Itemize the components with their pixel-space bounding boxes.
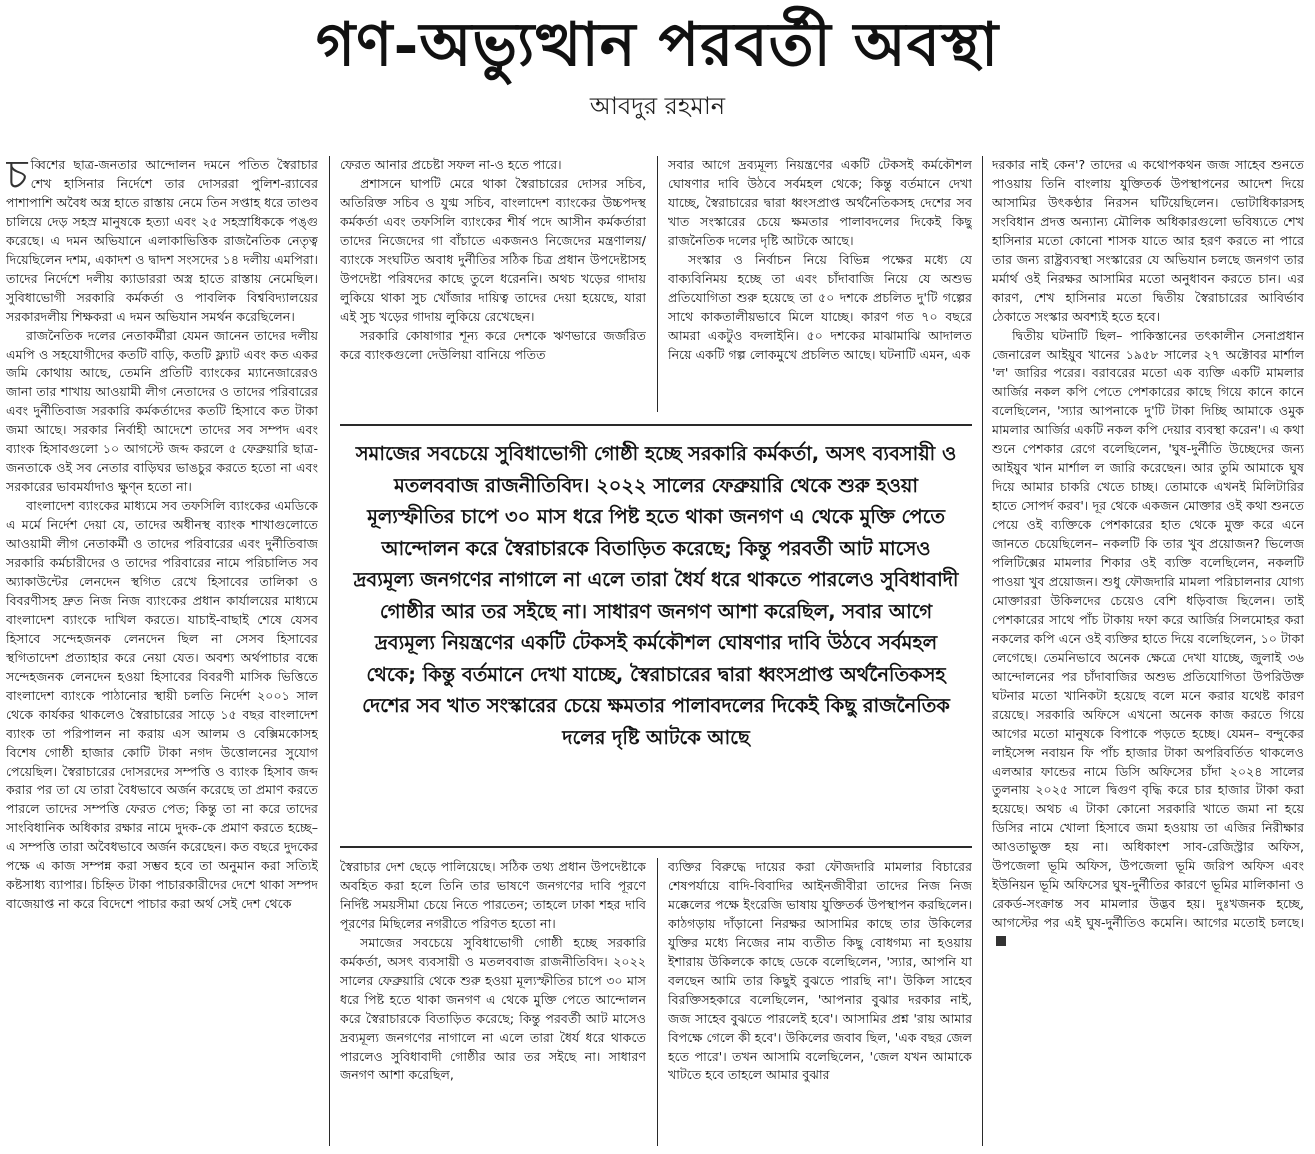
end-mark-icon bbox=[996, 936, 1006, 946]
article-headline: গণ-অভ্যুত্থান পরবর্তী অবস্থা bbox=[315, 10, 1000, 80]
pullquote-bottom-rule bbox=[340, 846, 972, 848]
paragraph-text: ব্বিশের ছাত্র-জনতার আন্দোলন দমনে পতিত স্বৈরাচার শেখ হাসিনার নির্দেশে তার দোসররা পুলিশ-র‍্যাবের পাশাপাশি অবৈধ অস্ত্র হাতে রাস্তায় নেমে তিন সপ্তাহ ধরে তাণ্ডব চালিয়ে দেড় সহস্র মানুষকে হত্যা এবং ২৫ সহস্রাধিককে পঙ্গু করেছে। এ দমন অভিযানে এলাকাভিত্তিক রাজনৈতিক নেতৃত্ব দিয়েছিলেন দশম, একাদশ ও দ্বাদশ সংসদের ১৪ দলীয় এমপিরা। তাদের নির্দেশে দলীয় ক্যাডাররা অস্ত্র হাতে রাস্তায় নেমেছিল। সুবিধাভোগী সরকারি কর্মকর্তা ও পাবলিক বিশ্ববিদ্যালয়ের সরকারদলীয় শিক্ষকরা এ দমন অভিযান সমর্থন করেছিলেন। bbox=[6, 157, 318, 324]
pull-quote-text: সমাজের সবচেয়ে সুবিধাভোগী গোষ্ঠী হচ্ছে সরকারি কর্মকর্তা, অসৎ ব্যবসায়ী ও মতলববাজ রাজনীতিবিদ। ২০২২ সালের ফেব্রুয়ারি থেকে শুরু হওয়া মূল্যস্ফীতির চাপে ৩০ মাস ধরে পিষ্ট হতে থাকা জনগণ এ থেকে মুক্তি পেতে আন্দোলন করে স্বৈরাচারকে বিতাড়িত করেছে; কিন্তু পরবর্তী আট মাসেও দ্রব্যমূল্য জনগণের নাগালে না এলে তারা ধৈর্য ধরে থাকতে পারলেও সুবিধাবাদী গোষ্ঠীর আর তর সইছে না। সাধারণ জনগণ আশা করেছিল, সবার আগে দ্রব্যমূল্য নিয়ন্ত্রণের একটি টেকসই কর্মকৌশল ঘোষণার দাবি উঠবে সর্বমহল থেকে; কিন্তু বর্তমানে দেখা যাচ্ছে, স্বৈরাচারের দ্বারা ধ্বংসপ্রাপ্ত অর্থনৈতিকসহ দেশের সব খাত সংস্কারের চেয়ে ক্ষমতার পালাবদলের দিকেই কিছু রাজনৈতিক দলের দৃষ্টি আটকে আছে bbox=[353, 442, 959, 749]
paragraph: বাংলাদেশ ব্যাংকের মাধ্যমে সব তফসিলি ব্যাংকের এমডিকে এ মর্মে নির্দেশ দেয়া যে, তাদের অধীনস্থ ব্যাংক শাখাগুলোতে আওয়ামী লীগ নেতাকর্মী ও তাদের পরিবারের এবং দুর্নীতিবাজ সরকারি কর্মচারীদের ও তাদের পরিবারের নামে পরিচালিত সব অ্যাকাউন্টের লেনদেন স্থগিত রেখে হিসাবের তালিকা ও বিবরণীসহ দ্রুত নিজ নিজ ব্যাংকের প্রধান কার্যালয়ের মাধ্যমে বাংলাদেশ ব্যাংকে দাখিল করতে। যাচাই-বাছাই শেষে যেসব হিসাবে সন্দেহজনক লেনদেন ছিল না সেসব হিসাবের স্থগিতাদেশ প্রত্যাহার করে নেয়া যেত। অবশ্য অর্থপাচার বন্ধে সন্দেহজনক লেনদেন হওয়া হিসাবের বিবরণী মাসিক ভিত্তিতে বাংলাদেশ ব্যাংকে পাঠানোর স্থায়ী চলতি নির্দেশ ২০০১ সাল থেকে কার্যকর থাকলেও স্বৈরাচারের সাড়ে ১৫ বছর বাংলাদেশ ব্যাংক তা পরিপালন না করায় এস আলম ও বেক্সিমকোসহ বিশেষ গোষ্ঠী হাজার কোটি টাকা নগদ উত্তোলনের সুযোগ পেয়েছিল। স্বৈরাচারের দোসরদের সম্পত্তি ও ব্যাংক হিসাব জব্দ করার পর তা যে তারা বৈধভাবে অর্জন করেছে তা প্রমাণ করতে পারলে তাদের সম্পত্তি ফেরত পেত; কিন্তু তা না করে তাদের সাংবিধানিক অধিকার রক্ষার নামে দুদক-কে প্রমাণ করতে হচ্ছে– এ সম্পত্তি তারা অবৈধভাবে অর্জন করেছেন। কত বছরে দুদকের পক্ষে এ কাজ সম্পন্ন করা সম্ভব হবে তা অনুমান করা সত্যিই কষ্টসাধ্য ব্যাপার। চিহ্নিত টাকা পাচারকারীদের দেশে থাকা সম্পদ বাজেয়াপ্ত না করে বিদেশে পাচার করা অর্থ সেই দেশ থেকে bbox=[6, 498, 318, 912]
paragraph: সংস্কার ও নির্বাচন নিয়ে বিভিন্ন পক্ষের মধ্যে যে বাক্যবিনিময় হচ্ছে তা এবং চাঁদাবাজি নিয়ে যে অশুভ প্রতিযোগিতা শুরু হয়েছে তা ৫০ দশকে প্রচলিত দু'টি গল্পের সাথে কাকতালীয়ভাবে মিলে যাচ্ছে। কারণ গত ৭০ বছরে আমরা একটুও বদলাইনি। ৫০ দশকের মাঝামাঝি আদালত নিয়ে একটি গল্প লোকমুখে প্রচলিত আছে। ঘটনাটি এমন, এক bbox=[668, 251, 972, 362]
paragraph bbox=[6, 156, 318, 327]
pullquote-top-rule bbox=[340, 424, 972, 426]
paragraph: ব্যক্তির বিরুদ্ধে দায়ের করা ফৌজদারি মামলার বিচারের শেষপর্যায়ে বাদি-বিবাদির আইনজীবীরা তাদের নিজ নিজ মক্কেলের পক্ষে ইংরেজি ভাষায় যুক্তিতর্ক উপস্থাপন করছিলেন। কাঠগড়ায় দাঁড়ানো নিরক্ষর আসামির কাছে তার উকিলের যুক্তির মধ্যে নিজের নাম ব্যতীত কিছু বোধগম্য না হওয়ায় ইশারায় উকিলকে কাছে ডেকে বলেছিলেন, 'স্যার, আপনি যা বলছেন আমি তার কিছুই বুঝতে পারছি না'। উকিল সাহেব বিরক্তিসহকারে বলেছিলেন, 'আপনার বুঝার দরকার নাই, জজ সাহেব বুঝতে পারলেই হবে'। আসামির প্রশ্ন 'রায় আমার বিপক্ষে গেলে কী হবে'। উকিলের জবাব ছিল, 'এক বছর জেল হতে পারে'। তখন আসামি বলেছিলেন, 'জেল যখন আমাকে খাটতে হবে তাহলে আমার বুঝার bbox=[668, 859, 972, 1083]
article-column-3-bottom bbox=[668, 858, 972, 1148]
article-column-1 bbox=[6, 156, 318, 1146]
article-column-4 bbox=[992, 156, 1304, 1146]
paragraph bbox=[992, 327, 1304, 952]
column-divider bbox=[329, 156, 330, 1146]
paragraph: সরকারি কোষাগার শূন্য করে দেশকে ঋণভারে জর্জরিত করে ব্যাংকগুলো দেউলিয়া বানিয়ে পতিত bbox=[340, 327, 646, 362]
paragraph-text: দ্বিতীয় ঘটনাটি ছিল– পাকিস্তানের তৎকালীন সেনাপ্রধান জেনারেল আইয়ুব খানের ১৯৫৮ সালের ২৭ অক্টোবর মার্শাল 'ল' জারির পরের। বরাবরের মতো এক ব্যক্তি একটি মামলার আর্জির নকল কপি পেতে পেশকারের কাছে গিয়ে কানে কানে বলেছিলেন, 'স্যার আপনাকে দু'টি টাকা দিচ্ছি আমাকে ওমুক মামলার আর্জির একটি নকল কপি দেয়ার ব্যবস্থা করেন'। এ কথা শুনে পেশকার রেগে বলেছিলেন, 'ঘুষ-দুর্নীতি উচ্ছেদের জন্য আইয়ুব খান মার্শাল ল জারি করেছেন। আর তুমি আমাকে ঘুষ দিয়ে আমার চাকরি খেতে চাচ্ছ। তোমাকে এখনই মিলিটারির হাতে সোপর্দ করব'। দূর থেকে একজন মোক্তার ওই কথা শুনতে পেয়ে ওই ব্যক্তিকে পেশকারের হাত থেকে মুক্ত করে এনে জানতে চেয়েছিলেন– নকলটি কি তার খুব প্রয়োজন? ভিলেজ পলিটিক্সের মামলার শিকার ওই ব্যক্তি বলেছিলেন, নকলটি পাওয়া খুব প্রয়োজন। শুধু ফৌজদারি মামলা পরিচালনার যোগ্য মোক্তাররা উকিলদের চেয়েও বেশি ধড়িবাজ ছিলেন। তাই পেশকারের সাথে পাঁচ টাকায় দফা করে আর্জির সিলমোহর করা নকলের কপি এনে ওই ব্যক্তির হাতে দিয়ে বলেছিলেন, ১০ টাকা লেগেছে। তেমনিভাবে অনেক ক্ষেত্রে দেখা যাচ্ছে, জুলাই ৩৬ আন্দোলনের পর চাঁদাবাজির অশুভ প্রতিযোগিতা উপরিউক্ত ঘটনার মতো খানিকটা হয়েছে বলে মনে করার যথেষ্ট কারণ রয়েছে। সরকারি অফিসে এখনো অনেক কাজ করতে গিয়ে আগের মতো মানুষকে বিপাকে পড়তে হচ্ছে। যেমন– বন্দুকের লাইসেন্স নবায়ন ফি পাঁচ হাজার টাকা অপরিবর্তিত থাকলেও এলআর ফান্ডের নামে ডিসি অফিসের চাঁদা ২০২৪ সালের তুলনায় ২০২৫ সালে দ্বিগুণ বৃদ্ধি করে চার হাজার টাকা করা হয়েছে। অথচ এ টাকা কোনো সরকারি খাতে জমা না হয়ে ডিসির নামে খোলা হিসাবে জমা হওয়ায় তা এজির নিরীক্ষার আওতাভুক্ত হয় না। অধিকাংশ সাব-রেজিস্ট্রার অফিস, উপজেলা ভূমি অফিস, উপজেলা ভূমি জরিপ অফিস এবং ইউনিয়ন ভূমি অফিসের ঘুষ-দুর্নীতির কারণে ভূমির মালিকানা ও রেকর্ড-সংক্রান্ত সব মামলার উদ্ভব হয়। দুঃখজনক হচ্ছে, আগস্টের পর এই ঘুষ-দুর্নীতিও কমেনি। আগের মতোই চলছে। bbox=[992, 327, 1304, 931]
paragraph: ফেরত আনার প্রচেষ্টা সফল না-ও হতে পারে। bbox=[340, 157, 562, 172]
paragraph: সমাজের সবচেয়ে সুবিধাভোগী গোষ্ঠী হচ্ছে সরকারি কর্মকর্তা, অসৎ ব্যবসায়ী ও মতলববাজ রাজনীতিবিদ। ২০২২ সালের ফেব্রুয়ারি থেকে শুরু হওয়া মূল্যস্ফীতির চাপে ৩০ মাস ধরে পিষ্ট হতে থাকা জনগণ এ থেকে মুক্তি পেতে আন্দোলন করে স্বৈরাচারকে বিতাড়িত করেছে; কিন্তু পরবর্তী আট মাসেও দ্রব্যমূল্য জনগণের নাগালে না এলে তারা ধৈর্য ধরে থাকতে পারলেও সুবিধাবাদী গোষ্ঠীর আর তর সইছে না। সাধারণ জনগণ আশা করেছিল, bbox=[340, 934, 646, 1083]
paragraph: সবার আগে দ্রব্যমূল্য নিয়ন্ত্রণের একটি টেকসই কর্মকৌশল ঘোষণার দাবি উঠবে সর্বমহল থেকে; কিন্তু বর্তমানে দেখা যাচ্ছে, স্বৈরাচারের দ্বারা ধ্বংসপ্রাপ্ত অর্থনৈতিকসহ দেশের সব খাত সংস্কারের চেয়ে ক্ষমতার পালাবদলের দিকেই কিছু রাজনৈতিক দলের দৃষ্টি আটকে আছে। bbox=[668, 157, 972, 248]
article-column-2-bottom bbox=[340, 858, 646, 1148]
column-divider bbox=[982, 156, 983, 1146]
pull-quote bbox=[340, 430, 972, 842]
author-byline: আবদুর রহমান bbox=[589, 92, 726, 120]
article-column-3-top bbox=[668, 156, 972, 396]
paragraph: প্রশাসনে ঘাপটি মেরে থাকা স্বৈরাচারের দোসর সচিব, অতিরিক্ত সচিব ও যুগ্ম সচিব, বাংলাদেশ ব্যাংকের উচ্চপদস্থ কর্মকর্তা এবং তফসিলি ব্যাংকের শীর্ষ পদে আসীন কর্মকর্তারা তাদের নিজেদের গা বাঁচাতে একজনও নিজেদের মন্ত্রণালয়/ব্যাংকে সংঘটিত অবাধ দুর্নীতির সঠিক চিত্র প্রধান উপদেষ্টাসহ উপদেষ্টা পরিষদের কাছে তুলে ধরেননি। অথচ খড়ের গাদায় লুকিয়ে থাকা সুচ খোঁজার দায়িত্ব তাদের দেয়া হয়েছে, যারা এই সুচ খড়ের গাদায় লুকিয়ে রেখেছেন। bbox=[340, 175, 646, 324]
paragraph: দরকার নাই কেন'? তাদের এ কথোপকথন জজ সাহেব শুনতে পাওয়ায় তিনি বাংলায় যুক্তিতর্ক উপস্থাপনের আদেশ দিয়ে আসামির উৎকণ্ঠার নিরসন ঘটিয়েছিলেন। ভোটাধিকারসহ সংবিধান প্রদত্ত অন্যান্য মৌলিক অধিকারগুলো ভবিষ্যতে শেখ হাসিনার মতো কোনো শাসক যাতে আর হরণ করতে না পারে তার জন্য রাষ্ট্রব্যবস্থা সংস্কারের যে অভিযান চলছে জনগণ তার মর্মার্থ ওই নিরক্ষর আসামির মতো অনুধাবন করতে চান। এর কারণ, শেখ হাসিনার মতো দ্বিতীয় স্বৈরাচারের আবির্ভাব ঠেকাতে সংস্কার অবশ্যই হতে হবে। bbox=[992, 157, 1304, 324]
article-column-2-top bbox=[340, 156, 646, 396]
paragraph: স্বৈরাচার দেশ ছেড়ে পালিয়েছে। সঠিক তথ্য প্রধান উপদেষ্টাকে অবহিত করা হলে তিনি তার ভাষণে জনগণের দাবি পূরণে নির্দিষ্ট সময়সীমা চেয়ে নিতে পারতেন; তাহলে ঢাকা শহর দাবি পূরণের মিছিলের নগরীতে পরিণত হতো না। bbox=[340, 859, 646, 931]
column-divider bbox=[657, 858, 658, 1146]
drop-cap: চ bbox=[6, 156, 28, 198]
column-divider bbox=[657, 156, 658, 412]
paragraph: রাজনৈতিক দলের নেতাকর্মীরা যেমন জানেন তাদের দলীয় এমপি ও সহযোগীদের কতটি বাড়ি, কতটি ফ্ল্যাট এবং কত একর জমি কোথায় আছে, তেমনি প্রতিটি ব্যাংকের ম্যানেজারেরও জানা তার শাখায় আওয়ামী লীগ নেতাদের ও তাদের পরিবারের এবং দুর্নীতিবাজ সরকারি কর্মকর্তাদের কতটি হিসাবে কত টাকা জমা আছে। সরকার নির্বাহী আদেশে তাদের সব সম্পদ এবং ব্যাংক হিসাবগুলো ১০ আগস্টে জব্দ করলে ৫ ফেব্রুয়ারি ছাত্র-জনতাকে ওই সব নেতার বাড়িঘর ভাঙচুর করতে হতো না এবং সরকারের ভাবমর্যাদাও ক্ষুণ্ন হতো না। bbox=[6, 327, 318, 495]
